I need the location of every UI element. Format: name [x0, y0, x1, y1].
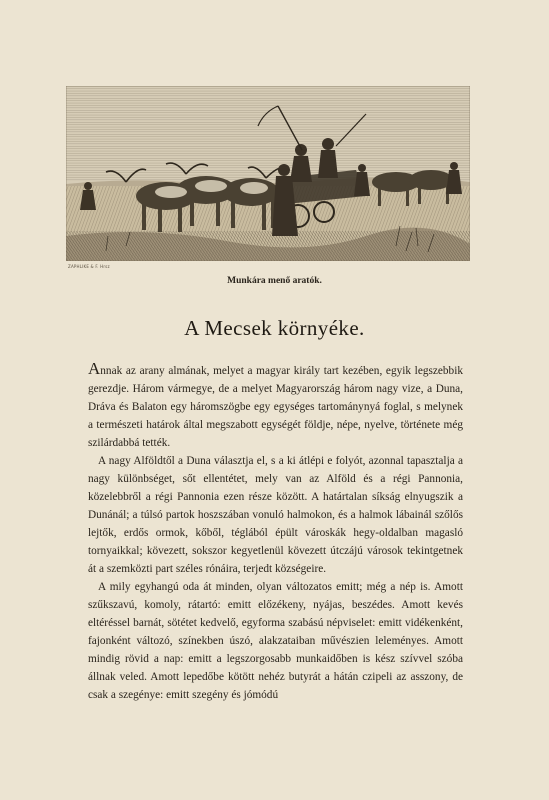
- chapter-title: A Mecsek környéke.: [184, 316, 365, 340]
- paragraph: [88, 359, 463, 452]
- paragraph-text: nnak az arany almának, melyet a magyar király tart kezében, egyik legszebbik gerezdje. Három vármegye, de a melyet Magyarország három nagy vize, a Duna, Dráva és Balaton egy háromszögbe egy egységes tartománynyá foglal, s melynek a természeti határok által megszabott egységét földje, népe, nyelve, története még szilárdabbá tették.: [88, 365, 463, 449]
- paragraph: A nagy Alföldtől a Duna választja el, s a ki átlépi e folyót, azonnal tapasztalja a nagy különbséget, sőt ellentétet, mely van az Alföld és a régi Pannonia, közelebbről a régi Pannonia ezen része között. A határtalan síkság elnyugszik a Dunánál; a túlsó partok hoszszában vonuló halmokon, és a halmok lábainál szőlős lejtők, erdős ormok, kőből, téglából épült városkák hegy-oldalban magasló tornyaikkal; kövezett, sokszor kegyetlenül kövezett útczájú városok tekintgetnek át a szemközti part széles rónáira, terjedt községeire.: [88, 455, 463, 575]
- illustration-caption: Munkára menő aratók.: [227, 276, 322, 286]
- paragraph: A mily egyhangú oda át minden, olyan változatos emitt; még a nép is. Amott szűkszavú, komoly, rátartó: emitt előzékeny, nyájas, beszédes. Amott kevés eltéréssel barnát, sötétet kedvelő, egyforma szabású népviselet: emitt vidékenként, fajonként változó, színekben úszó, alakzataiban művészien leleményes. Amott mindig rövid a nap: emitt a legszorgosabb munkaidőben is kész szívvel szóba állnak veled. Amott lepedőbe kötött nehéz butyrát a hátán czipeli az asszony, de csak a szegénye: emitt szegény és jómódú: [88, 581, 463, 701]
- body-text: [88, 359, 463, 704]
- dropcap: A: [88, 359, 101, 378]
- engraver-credit: ZAPHLIKE & F. Hrsz: [68, 264, 110, 269]
- engraving-illustration: [66, 86, 470, 261]
- ox-cart-engraving-icon: [66, 86, 470, 261]
